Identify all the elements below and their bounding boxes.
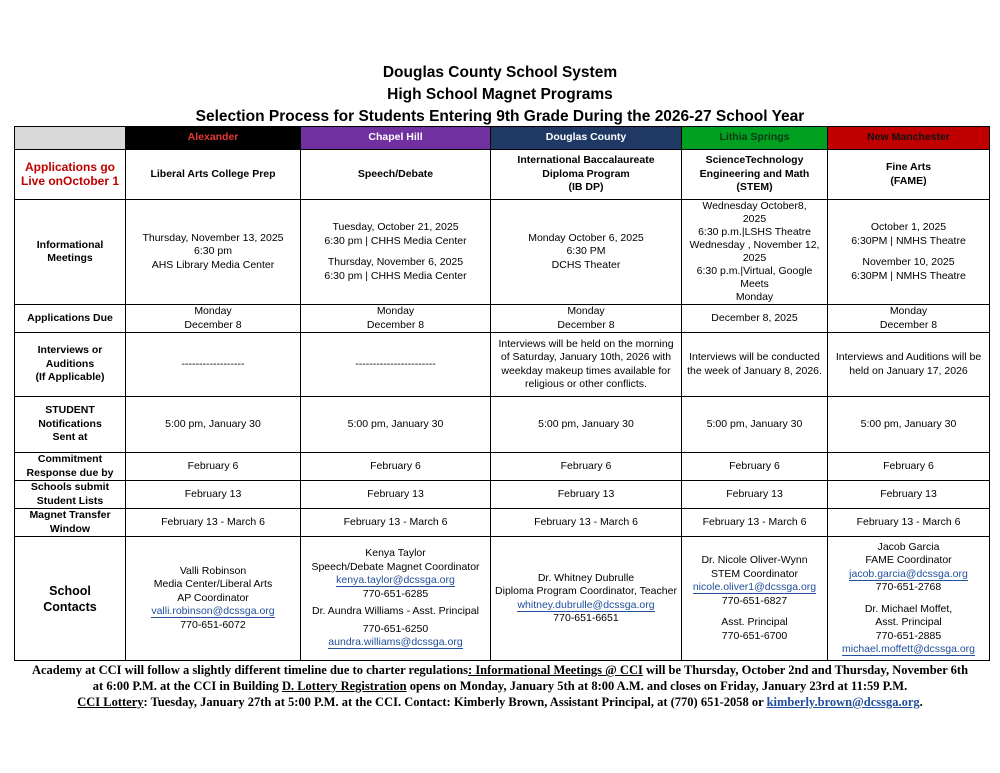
due-line: Monday — [567, 305, 605, 317]
contact-new-manchester — [828, 537, 990, 661]
info-line: 6:30PM | NMHS Theatre — [851, 269, 966, 282]
lists-lithia-springs: February 13 — [682, 481, 828, 509]
transfer-new-manchester: February 13 - March 6 — [828, 509, 990, 537]
contact-role: Asst. Principal — [875, 616, 942, 628]
program-line: (IB DP) — [568, 181, 604, 194]
program-line: (STEM) — [736, 181, 773, 194]
info-line: Monday October 6, 2025 — [528, 231, 644, 244]
interviews-lithia-springs: Interviews will be conducted the week of January 8, 2026. — [682, 333, 828, 397]
column-header-douglas-county: Douglas County — [491, 127, 682, 150]
info-line: AHS Library Media Center — [151, 258, 275, 271]
program-line: Fine Arts — [885, 161, 932, 173]
row-label-student-lists — [15, 481, 126, 509]
program-line: International Baccalaureate — [517, 154, 655, 167]
informational-meetings-row — [15, 200, 990, 305]
contact-lithia-springs — [682, 537, 828, 661]
info-line: 6:30 pm — [194, 245, 232, 258]
contact-role: Diploma Program Coordinator, Teacher — [495, 585, 677, 597]
info-line: November 10, 2025 — [862, 256, 955, 268]
info-line: 2025 — [742, 213, 767, 225]
row-label-commitment — [15, 453, 126, 481]
contact-douglas-county — [491, 537, 682, 661]
label-line: School — [49, 583, 91, 598]
title-line-1: Douglas County School System — [382, 64, 618, 81]
contact-name: Dr. Whitney Dubrulle — [537, 571, 635, 584]
info-line: Wednesday , November 12, — [689, 239, 820, 251]
contact-phone: 770-651-6072 — [180, 618, 246, 631]
spacer — [830, 248, 987, 256]
interviews-alexander: ------------------ — [126, 333, 301, 397]
label-line: Informational — [36, 238, 104, 251]
notify-new-manchester: 5:00 pm, January 30 — [828, 397, 990, 453]
due-line: December 8 — [879, 318, 938, 331]
footer-info-meetings: : Informational Meetings @ CCI — [468, 663, 643, 677]
email-link[interactable]: whitney.dubrulle@dcssga.org — [517, 598, 655, 611]
label-line: Interviews or — [37, 344, 103, 357]
transfer-lithia-springs: February 13 - March 6 — [682, 509, 828, 537]
info-line: Thursday, November 6, 2025 — [327, 256, 464, 268]
due-douglas-county — [491, 305, 682, 333]
label-line: STUDENT — [45, 404, 95, 417]
email-link[interactable]: nicole.oliver1@dcssga.org — [692, 581, 817, 593]
transfer-alexander: February 13 - March 6 — [126, 509, 301, 537]
label-line: Contacts — [43, 599, 97, 614]
contact-name: Dr. Aundra Williams - Asst. Principal — [312, 605, 479, 618]
corner-cell — [15, 127, 126, 150]
spacer — [684, 608, 825, 616]
commitment-row — [15, 453, 990, 481]
contact-role: AP Coordinator — [177, 591, 249, 604]
due-new-manchester — [828, 305, 990, 333]
program-row — [15, 150, 990, 200]
label-line: Meetings — [47, 252, 93, 264]
footer-email-link[interactable]: kimberly.brown@dcssga.org — [766, 695, 920, 709]
footer-text: will be Thursday, October 2nd and Thursday, November 6th at 6:00 P.M. at the CCI in Building — [92, 663, 969, 693]
lists-new-manchester: February 13 — [828, 481, 990, 509]
info-line: Meets — [740, 278, 769, 290]
row-label-informational-meetings — [15, 200, 126, 305]
contact-name: Valli Robinson — [179, 564, 247, 577]
due-line: Monday — [889, 305, 928, 317]
label-line: Window — [49, 522, 91, 535]
info-lithia-springs — [682, 200, 828, 305]
contact-phone: 770-651-2885 — [875, 629, 942, 642]
info-line: 6:30 pm | CHHS Media Center — [324, 234, 467, 247]
notify-lithia-springs: 5:00 pm, January 30 — [682, 397, 828, 453]
transfer-window-row — [15, 509, 990, 537]
notify-douglas-county: 5:00 pm, January 30 — [491, 397, 682, 453]
transfer-douglas-county: February 13 - March 6 — [491, 509, 682, 537]
notify-alexander: 5:00 pm, January 30 — [126, 397, 301, 453]
cci-footer-note — [30, 662, 970, 710]
due-line: December 8 — [557, 318, 615, 331]
info-line: Tuesday, October 21, 2025 — [332, 221, 459, 233]
commit-alexander: February 6 — [126, 453, 301, 481]
label-line: (If Applicable) — [35, 371, 105, 384]
document-title — [0, 62, 1000, 128]
interviews-new-manchester: Interviews and Auditions will be held on January 17, 2026 — [828, 333, 990, 397]
info-line: 6:30 pm | CHHS Media Center — [324, 269, 467, 282]
column-header-chapel-hill: Chapel Hill — [301, 127, 491, 150]
contact-name: Dr. Michael Moffet, — [864, 602, 953, 615]
program-douglas-county — [491, 150, 682, 200]
email-link[interactable]: aundra.williams@dcssga.org — [328, 636, 463, 649]
column-header-new-manchester: New Manchester — [828, 127, 990, 150]
title-line-3: Selection Process for Students Entering 9th Grade During the 2026-27 School Year — [195, 108, 805, 125]
commit-douglas-county: February 6 — [491, 453, 682, 481]
email-link[interactable]: michael.moffett@dcssga.org — [841, 643, 976, 655]
due-chapel-hill — [301, 305, 491, 333]
commit-chapel-hill: February 6 — [301, 453, 491, 481]
applications-live-note: Applications go Live onOctober 1 — [15, 150, 126, 200]
info-line: 6:30 p.m.|LSHS Theatre — [698, 226, 811, 238]
footer-cci-lottery: CCI Lottery — [77, 695, 144, 709]
info-line: 2025 — [742, 252, 767, 264]
spacer — [303, 248, 488, 256]
info-line: Monday — [735, 291, 774, 303]
label-line: Commitment — [37, 453, 103, 465]
interviews-douglas-county: Interviews will be held on the morning of Saturday, January 10th, 2026 with weekday makeup times available for religious or other conflicts. — [491, 333, 682, 397]
due-line: December 8 — [366, 318, 425, 331]
column-header-lithia-springs: Lithia Springs — [682, 127, 828, 150]
row-label-interviews — [15, 333, 126, 397]
contact-name: Kenya Taylor — [365, 547, 426, 560]
footer-lottery-registration: D. Lottery Registration — [281, 679, 407, 693]
contact-phone: 770-651-2768 — [875, 581, 942, 593]
contact-role: FAME Coordinator — [865, 554, 952, 566]
student-lists-row — [15, 481, 990, 509]
contact-role: Speech/Debate Magnet Coordinator — [311, 560, 480, 573]
contact-role: STEM Coordinator — [711, 567, 798, 580]
footer-text: . — [919, 695, 923, 709]
spacer — [830, 595, 987, 603]
label-line: Schools submit — [30, 481, 110, 493]
notify-chapel-hill: 5:00 pm, January 30 — [301, 397, 491, 453]
contact-role: Asst. Principal — [721, 616, 788, 628]
footer-text: opens on Monday, January 5th at 8:00 A.M. and closes on Friday, January 23rd at 11:59 P.M. — [406, 679, 908, 693]
contact-name: Jacob Garcia — [877, 540, 940, 553]
row-label-notifications — [15, 397, 126, 453]
contact-alexander — [126, 537, 301, 661]
commit-new-manchester: February 6 — [828, 453, 990, 481]
email-link[interactable]: kenya.taylor@dcssga.org — [336, 574, 455, 587]
contact-name: Dr. Nicole Oliver-Wynn — [701, 554, 808, 566]
commit-lithia-springs: February 6 — [682, 453, 828, 481]
contact-role: Media Center/Liberal Arts — [153, 578, 273, 591]
program-line: (FAME) — [890, 174, 927, 187]
label-line: Response due by — [26, 466, 114, 479]
school-header-row — [15, 127, 990, 150]
notifications-row — [15, 397, 990, 453]
interviews-row — [15, 333, 990, 397]
due-line: Monday — [376, 305, 415, 317]
transfer-chapel-hill: February 13 - March 6 — [301, 509, 491, 537]
magnet-schedule-table — [14, 126, 990, 661]
info-douglas-county — [491, 200, 682, 305]
email-link[interactable]: valli.robinson@dcssga.org — [151, 605, 275, 618]
school-contacts-row — [15, 537, 990, 661]
info-line: 6:30 p.m.|Virtual, Google — [696, 265, 813, 277]
program-line: ScienceTechnology — [705, 154, 804, 167]
info-line: Wednesday October8, — [702, 200, 807, 212]
info-alexander — [126, 200, 301, 305]
due-alexander — [126, 305, 301, 333]
row-label-transfer-window — [15, 509, 126, 537]
contact-phone: 770-651-6827 — [721, 594, 788, 607]
footer-text: Academy at CCI will follow a slightly different timeline due to charter regulations — [31, 663, 469, 677]
info-line: 6:30 PM — [566, 245, 606, 258]
lists-chapel-hill: February 13 — [301, 481, 491, 509]
program-new-manchester — [828, 150, 990, 200]
title-line-2: High School Magnet Programs — [387, 86, 613, 103]
program-line: Engineering and Math — [699, 167, 810, 180]
due-lithia-springs: December 8, 2025 — [682, 305, 828, 333]
label-line: Auditions — [45, 357, 95, 370]
info-chapel-hill — [301, 200, 491, 305]
info-line: October 1, 2025 — [870, 221, 947, 233]
info-line: DCHS Theater — [551, 258, 621, 271]
row-label-applications-due: Applications Due — [15, 305, 126, 333]
footer-text: : Tuesday, January 27th at 5:00 P.M. at the CCI. Contact: Kimberly Brown, Assistant Principal, at (770) 651-2058 or — [143, 695, 767, 709]
contact-phone: 770-651-6651 — [553, 612, 619, 624]
column-header-alexander: Alexander — [126, 127, 301, 150]
contact-chapel-hill — [301, 537, 491, 661]
lists-douglas-county: February 13 — [491, 481, 682, 509]
info-line: 6:30PM | NMHS Theatre — [851, 234, 966, 247]
info-line: Thursday, November 13, 2025 — [142, 231, 284, 244]
program-alexander: Liberal Arts College Prep — [126, 150, 301, 200]
email-link[interactable]: jacob.garcia@dcssga.org — [849, 567, 968, 580]
label-line: Student Lists — [36, 494, 104, 507]
label-line: Sent at — [52, 431, 88, 444]
program-chapel-hill: Speech/Debate — [301, 150, 491, 200]
label-line: Magnet Transfer — [29, 509, 111, 521]
label-line: Notifications — [38, 417, 102, 430]
contact-phone: 770-651-6250 — [362, 622, 429, 635]
applications-due-row — [15, 305, 990, 333]
due-line: Monday — [194, 305, 232, 317]
contact-phone: 770-651-6700 — [721, 629, 788, 642]
row-label-school-contacts — [15, 537, 126, 661]
due-line: December 8 — [184, 318, 242, 331]
program-line: Diploma Program — [542, 167, 630, 180]
lists-alexander: February 13 — [126, 481, 301, 509]
interviews-chapel-hill: ----------------------- — [301, 333, 491, 397]
contact-phone: 770-651-6285 — [362, 587, 429, 600]
info-new-manchester — [828, 200, 990, 305]
program-lithia-springs — [682, 150, 828, 200]
